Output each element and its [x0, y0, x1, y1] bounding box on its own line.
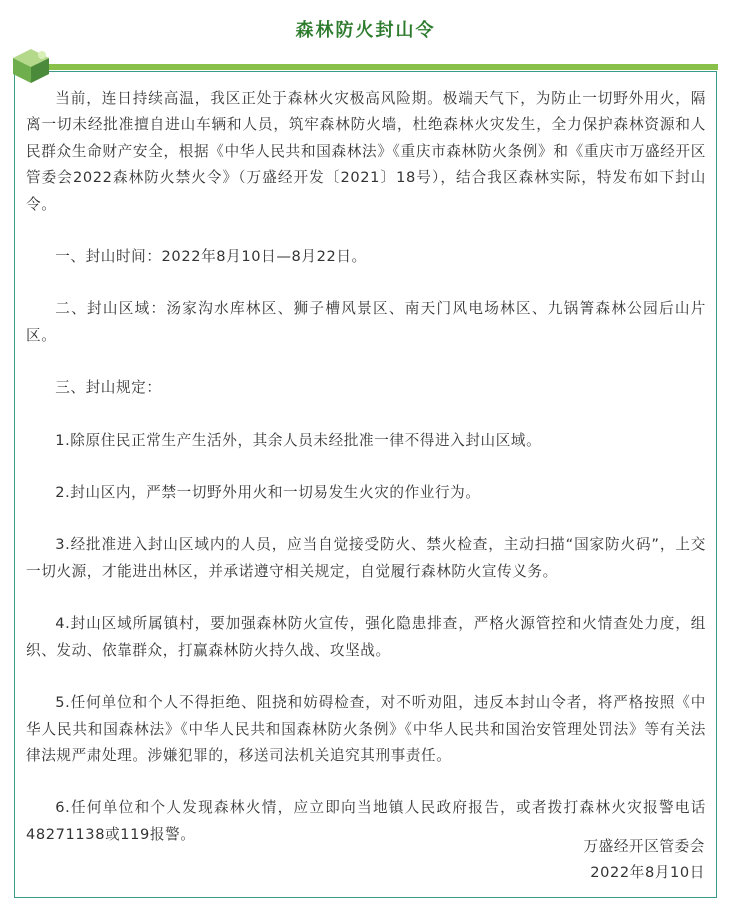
rule-item: 2.封山区内，严禁一切野外用火和一切易发生火灾的作业行为。 [55, 484, 481, 502]
signature-block [583, 834, 705, 886]
rule-item: 4.封山区域所属镇村，要加强森林防火宣传，强化隐患排查，严格火源管控和火情查处力度，组织、发动、依靠群众，打赢森林防火持久战、攻坚战。 [26, 615, 706, 659]
rule-item: 6.任何单位和个人发现森林火情，应立即向当地镇人民政府报告，或者拨打森林火灾报警电话48271138或119报警。 [26, 799, 706, 843]
intro-paragraph: 当前，连日持续高温，我区正处于森林火灾极高风险期。极端天气下，为防止一切野外用火，隔离一切未经批准擅自进山车辆和人员，筑牢森林防火墙，杜绝森林火灾发生，全力保护森林资源和人民群众生命财产安全，根据《中华人民共和国森林法》《重庆市森林防火条例》和《重庆市万盛经开区管委会2022森林防火禁火令》（万盛经开发〔2021〕18号），结合我区森林实际，特发布如下封山令。 [26, 90, 706, 213]
rule-item: 1.除原住民正常生产生活外，其余人员未经批准一律不得进入封山区域。 [55, 431, 542, 449]
notice-body [26, 86, 706, 874]
closure-area: 二、封山区域：汤家沟水库林区、狮子槽风景区、南天门风电场林区、九锅箐森林公园后山片区。 [26, 300, 706, 344]
rules-heading: 三、封山规定： [55, 379, 162, 397]
issue-date: 2022年8月10日 [590, 864, 705, 881]
page-title: 森林防火封山令 [295, 20, 436, 41]
rule-item: 3.经批准进入封山区域内的人员，应当自觉接受防火、禁火检查，主动扫描“国家防火码”，上交一切火源，才能进出林区，并承诺遵守相关规定，自觉履行森林防火宣传义务。 [26, 536, 706, 580]
issuing-organization: 万盛经开区管委会 [583, 838, 705, 855]
header-accent-bar [30, 64, 718, 70]
green-cube-icon [9, 47, 53, 85]
closure-time: 一、封山时间：2022年8月10日—8月22日。 [55, 248, 367, 266]
rule-item: 5.任何单位和个人不得拒绝、阻挠和妨碍检查，对不听劝阻，违反本封山令者，将严格按照《中华人民共和国森林法》《中华人民共和国森林防火条例》《中华人民共和国治安管理处罚法》等有关法律法规严肃处理。涉嫌犯罪的，移送司法机关追究其刑事责任。 [26, 694, 706, 764]
